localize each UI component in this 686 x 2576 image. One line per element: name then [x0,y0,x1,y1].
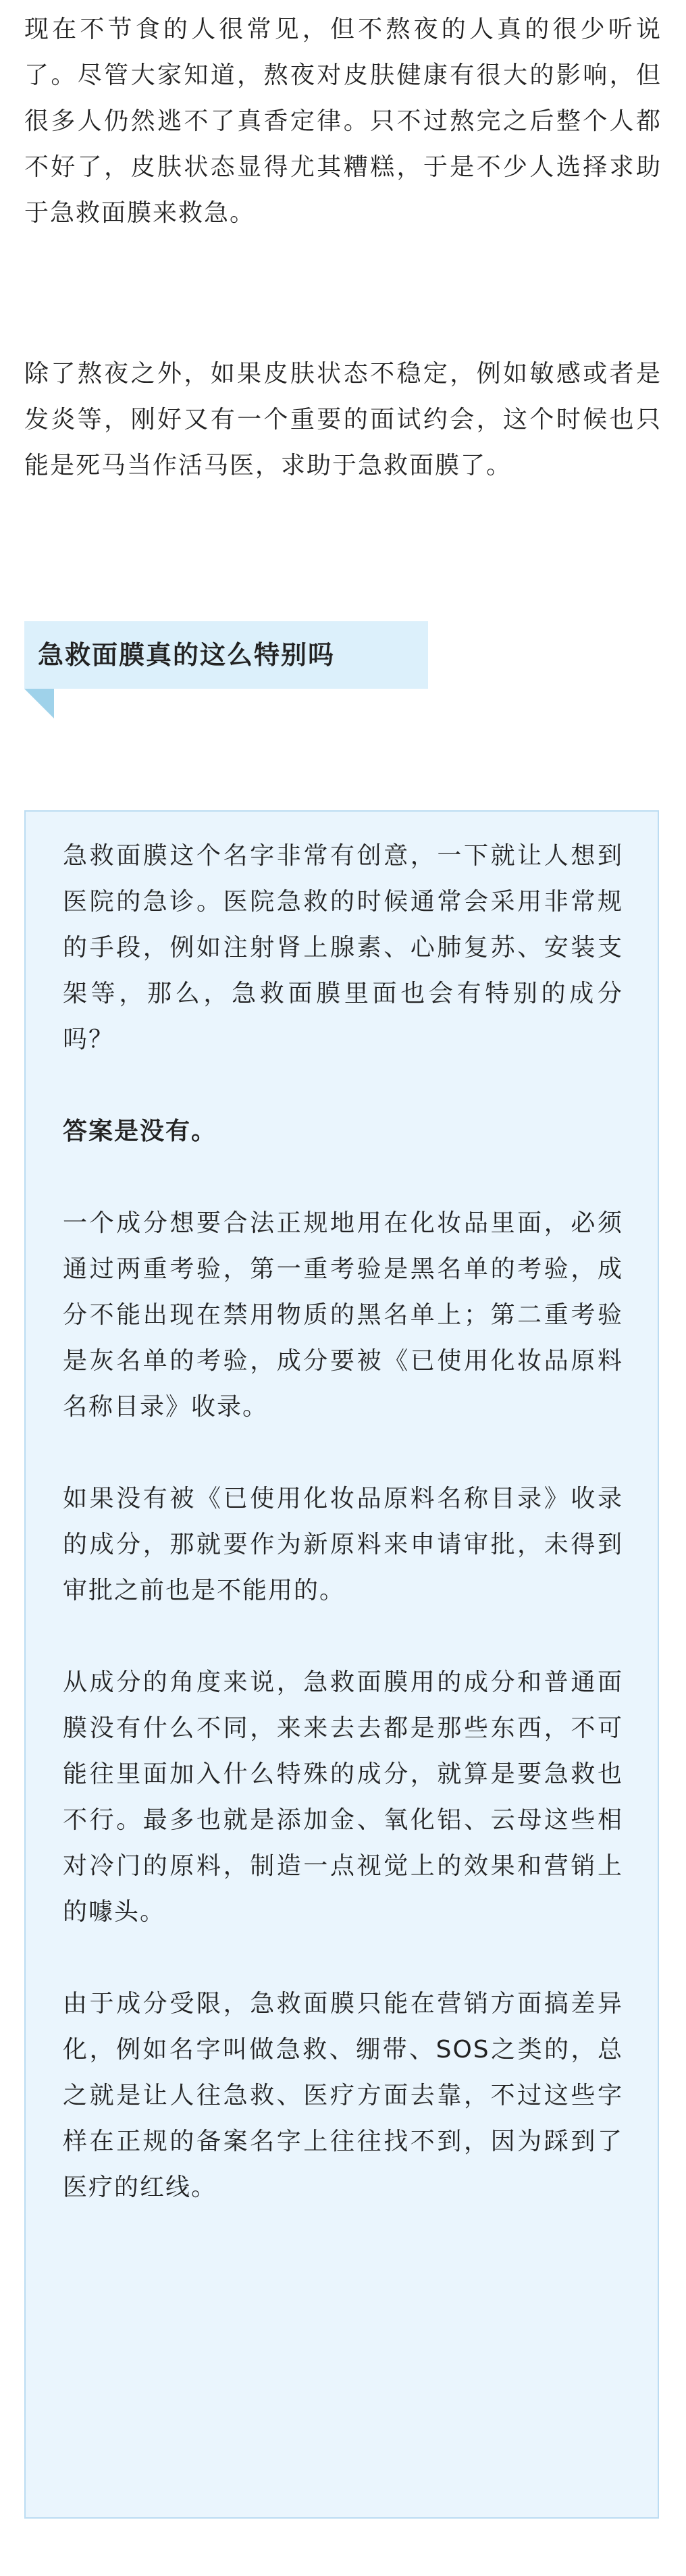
quote-paragraph-6: 由于成分受限，急救面膜只能在营销方面搞差异化，例如名字叫做急救、绷带、SOS之类的，总之就是让人往急救、医疗方面去靠，不过这些字样在正规的备案名字上往往找不到，因为踩到了医疗的红线。 [63,1990,623,2201]
section-heading [24,621,456,722]
quote-paragraph-4: 如果没有被《已使用化妆品原料名称目录》收录的成分，那就要作为新原料来申请审批，未得到审批之前也是不能用的。 [63,1485,623,1604]
heading-corner-decoration [24,689,54,718]
section-heading-text: 急救面膜真的这么特别吗 [38,640,336,670]
intro-paragraph-2: 除了熬夜之外，如果皮肤状态不稳定，例如敏感或者是发炎等，刚好又有一个重要的面试约会，这个时候也只能是死马当作活马医，求助于急救面膜了。 [24,360,662,479]
section-heading-background [24,621,428,689]
quote-paragraph-3: 一个成分想要合法正规地用在化妆品里面，必须通过两重考验，第一重考验是黑名单的考验，成分不能出现在禁用物质的黑名单上；第二重考验是灰名单的考验，成分要被《已使用化妆品原料名称目录》收录。 [63,1209,623,1421]
quote-content [63,833,623,2257]
quote-paragraph-5: 从成分的角度来说，急救面膜用的成分和普通面膜没有什么不同，来来去去都是那些东西，不可能往里面加入什么特殊的成分，就算是要急救也不行。最多也就是添加金、氧化铝、云母这些相对冷门的原料，制造一点视觉上的效果和营销上的噱头。 [63,1668,623,1926]
quote-box [24,810,659,2519]
quote-paragraph-1: 急救面膜这个名字非常有创意，一下就让人想到医院的急诊。医院急救的时候通常会采用非常规的手段，例如注射肾上腺素、心肺复苏、安装支架等，那么，急救面膜里面也会有特别的成分吗？ [63,842,623,1053]
quote-answer: 答案是没有。 [63,1118,217,1145]
intro-paragraph-1: 现在不节食的人很常见，但不熬夜的人真的很少听说了。尽管大家知道，熬夜对皮肤健康有很大的影响，但很多人仍然逃不了真香定律。只不过熬完之后整个人都不好了，皮肤状态显得尤其糟糕，于是不少人选择求助于急救面膜来救急。 [24,16,662,227]
